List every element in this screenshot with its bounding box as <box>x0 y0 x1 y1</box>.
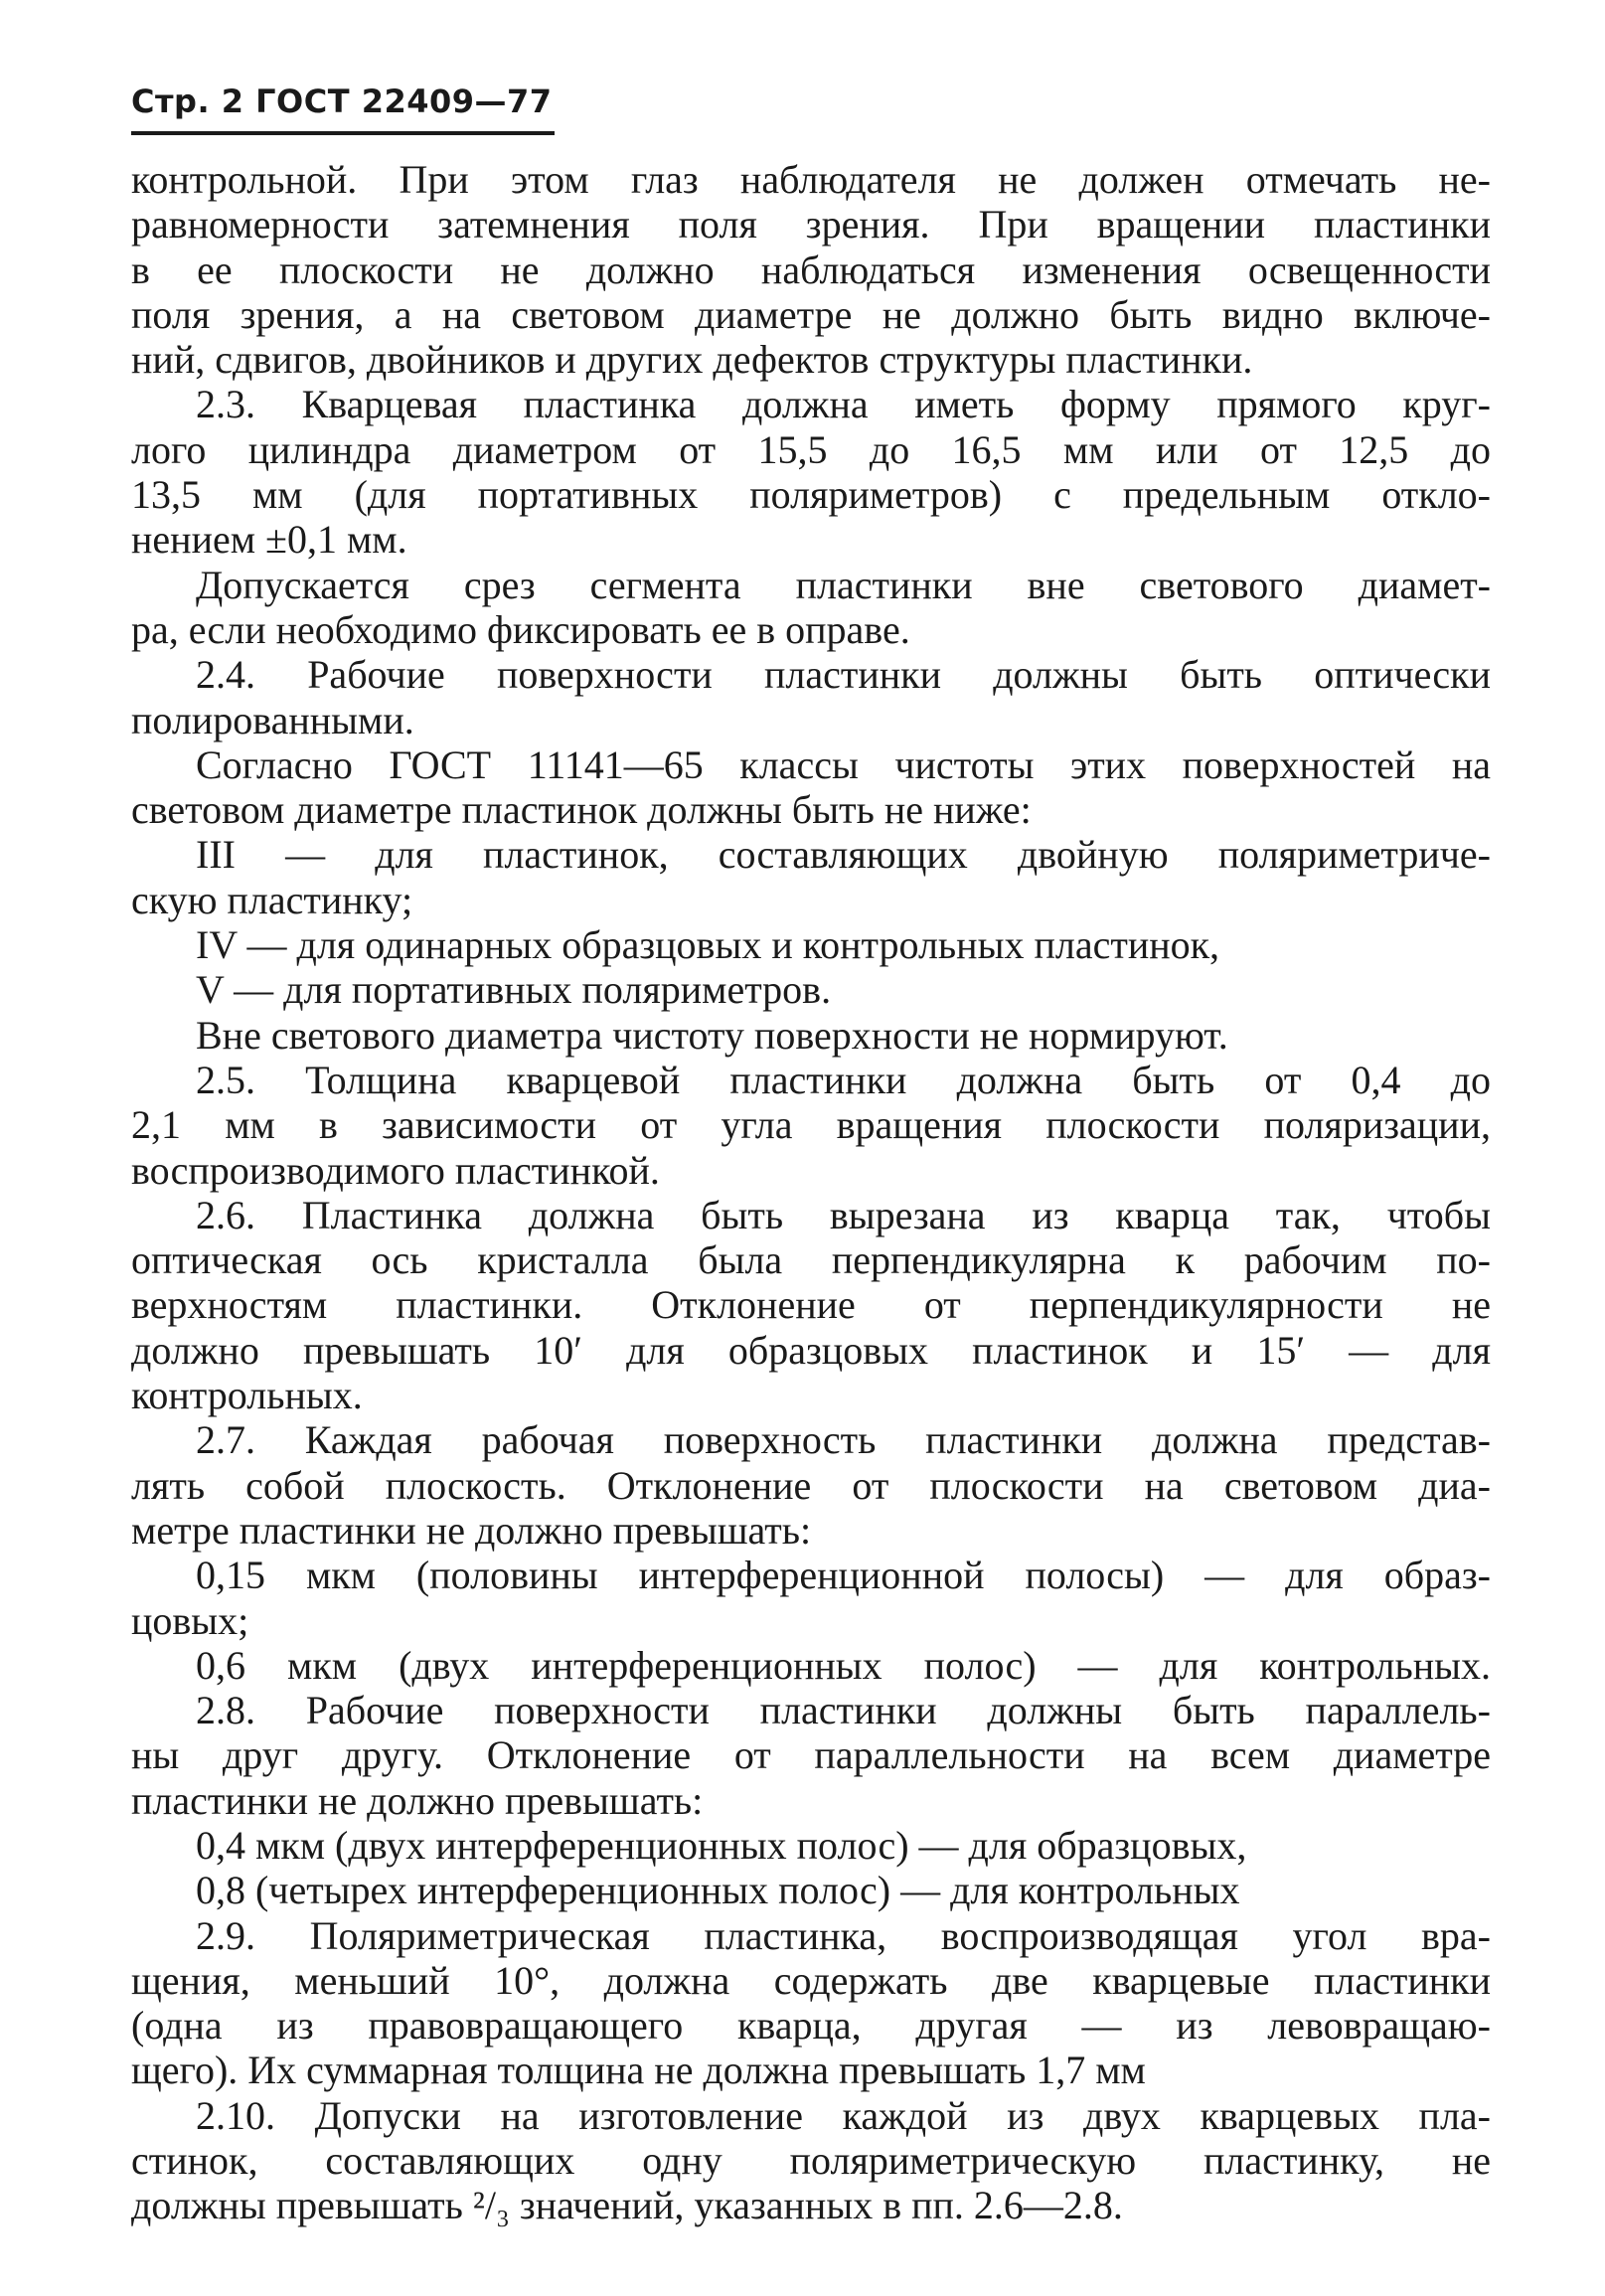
text-line: Согласно ГОСТ 11141—65 классы чистоты этих поверхностей на <box>196 741 1491 787</box>
text-line: в ее плоскости не должно наблюдаться изменения освещенности <box>131 246 1491 292</box>
text-line: 2.6. Пластинка должна быть вырезана из кварца так, чтобы <box>196 1192 1491 1237</box>
text-line: 2.9. Поляриметрическая пластинка, воспроизводящая угол вра- <box>196 1912 1491 1958</box>
text-line: 0,15 мкм (половины интерференционной полосы) — для образ- <box>196 1553 1491 1598</box>
text-line: 2.10. Допуски на изготовление каждой из двух кварцевых пла- <box>196 2092 1491 2138</box>
text-line: контрольной. При этом глаз наблюдателя не должен отмечать не- <box>131 157 1491 202</box>
text-line: метре пластинки не должно превышать: <box>131 1507 812 1553</box>
text-line: 2.5. Толщина кварцевой пластинки должна быть от 0,4 до <box>196 1057 1491 1102</box>
text-line: 2.7. Каждая рабочая поверхность пластинки должна представ- <box>196 1417 1491 1463</box>
text-line: Допускается срез сегмента пластинки вне светового диамет- <box>196 562 1491 607</box>
text-line: ны друг другу. Отклонение от параллельности на всем диаметре <box>131 1732 1491 1778</box>
text-line: 13,5 мм (для портативных поляриметров) с предельным откло- <box>131 472 1491 518</box>
text-line: 2.4. Рабочие поверхности пластинки должны быть оптически <box>196 652 1491 698</box>
text-line: 0,4 мкм (двух интерференционных полос) — для образцовых, <box>196 1822 1247 1868</box>
text-line: световом диаметре пластинок должны быть не ниже: <box>131 787 1032 833</box>
text-line: контрольных. <box>131 1373 363 1418</box>
text-line: ний, сдвигов, двойников и других дефектов структуры пластинки. <box>131 337 1253 383</box>
text-line: щего). Их суммарная толщина не должна превышать 1,7 мм <box>131 2048 1146 2093</box>
text-line: оптическая ось кристалла была перпендикулярна к рабочим по- <box>131 1237 1491 1283</box>
text-line: 2.3. Кварцевая пластинка должна иметь форму прямого круг- <box>196 382 1491 427</box>
text-line: (одна из правовращающего кварца, другая — из левовращаю- <box>131 2003 1491 2049</box>
text-line: щения, меньший 10°, должна содержать две кварцевые пластинки <box>131 1957 1491 2003</box>
text-line: скую пластинку; <box>131 877 413 922</box>
text-line: поля зрения, а на световом диаметре не должно быть видно включе- <box>131 291 1491 337</box>
text-line: IV — для одинарных образцовых и контрольных пластинок, <box>196 922 1220 968</box>
text-line: нением ±0,1 мм. <box>131 517 407 563</box>
text-line: ра, если необходимо фиксировать ее в оправе. <box>131 606 910 652</box>
text-line: воспроизводимого пластинкой. <box>131 1147 660 1193</box>
text-line: равномерности затемнения поля зрения. При вращении пластинки <box>131 202 1491 247</box>
text-line: пластинки не должно превышать: <box>131 1777 704 1823</box>
body-text <box>131 157 1491 2228</box>
text-line: III — для пластинок, составляющих двойную поляриметриче- <box>196 832 1491 878</box>
text-line: цовых; <box>131 1597 249 1643</box>
text-line: 2.8. Рабочие поверхности пластинки должны быть параллель- <box>196 1688 1491 1733</box>
text-line: полированными. <box>131 697 414 742</box>
text-line: Вне светового диаметра чистоту поверхности не нормируют. <box>196 1012 1228 1058</box>
text-line: 0,8 (четырех интерференционных полос) — для контрольных <box>196 1868 1240 1913</box>
text-line: должно превышать 10′ для образцовых пластинок и 15′ — для <box>131 1327 1491 1373</box>
page-header: Стр. 2 ГОСТ 22409—77 <box>131 72 555 135</box>
text-line: должны превышать ²/₃ значений, указанных в пп. 2.6—2.8. <box>131 2183 1123 2228</box>
text-line: стинок, составляющих одну поляриметрическую пластинку, не <box>131 2138 1491 2184</box>
text-line: верхностям пластинки. Отклонение от перпендикулярности не <box>131 1282 1491 1328</box>
text-line: лять собой плоскость. Отклонение от плоскости на световом диа- <box>131 1462 1491 1508</box>
text-line: 2,1 мм в зависимости от угла вращения плоскости поляризации, <box>131 1102 1491 1148</box>
text-line: V — для портативных поляриметров. <box>196 967 832 1013</box>
text-line: 0,6 мкм (двух интерференционных полос) — для контрольных. <box>196 1642 1491 1688</box>
text-line: лого цилиндра диаметром от 15,5 до 16,5 мм или от 12,5 до <box>131 426 1491 472</box>
